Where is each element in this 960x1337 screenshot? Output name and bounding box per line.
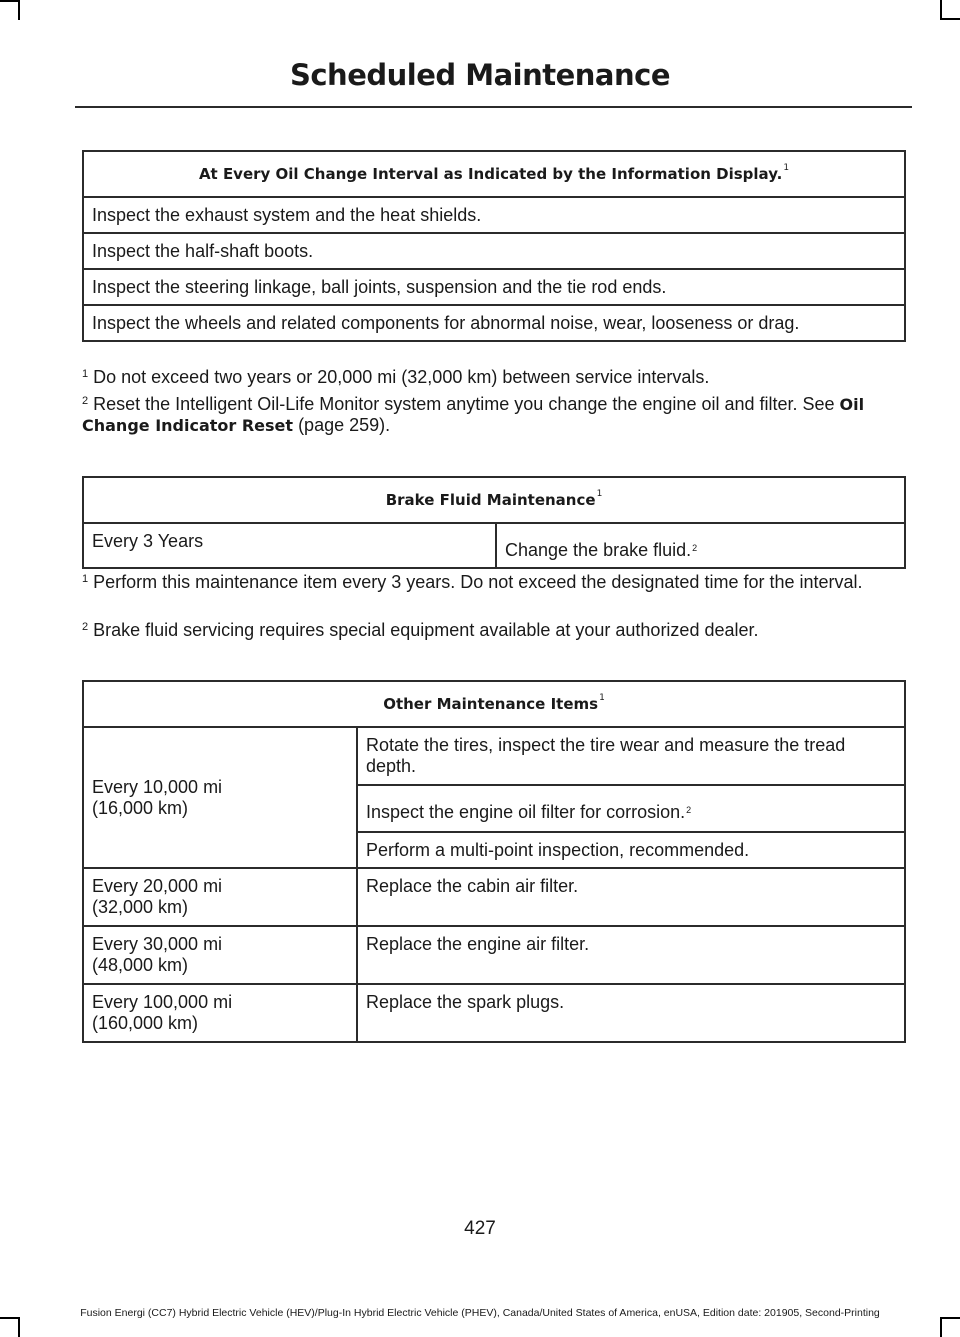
other-maintenance-table <box>82 680 906 1043</box>
action-cell: Perform a multi-point inspection, recommended. <box>357 832 905 868</box>
brake-fluid-table <box>82 476 906 569</box>
crop-mark <box>18 0 20 20</box>
title-divider <box>75 106 912 108</box>
page-title: Scheduled Maintenance <box>289 58 671 92</box>
action-cell: Replace the engine air filter. <box>357 926 905 984</box>
interval-cell: Every 30,000 mi (48,000 km) <box>83 926 357 984</box>
footnote-2: $^2$ Brake fluid servicing requires special equipment available at your authorized dealer. <box>82 620 759 640</box>
table-row: Inspect the steering linkage, ball joints, suspension and the tie rod ends. <box>83 269 905 305</box>
table-row: Inspect the exhaust system and the heat shields. <box>83 197 905 233</box>
cross-reference-link[interactable]: Oil Change Indicator Reset <box>82 395 865 435</box>
crop-mark <box>0 0 20 2</box>
table-header: At Every Oil Change Interval as Indicated by the Information Display.$^1$ <box>83 151 905 197</box>
table-header: Other Maintenance Items$^1$ <box>83 681 905 727</box>
crop-mark <box>940 18 960 20</box>
crop-mark <box>940 1317 942 1337</box>
page-footer: Fusion Energi (CC7) Hybrid Electric Vehicle (HEV)/Plug-In Hybrid Electric Vehicle (PHEV), Canada/United States of America, enUSA, Edition date: 201905, Second-Printing <box>80 1307 880 1319</box>
page-number: 427 <box>464 1218 496 1239</box>
interval-cell: Every 20,000 mi (32,000 km) <box>83 868 357 926</box>
interval-cell: Every 100,000 mi (160,000 km) <box>83 984 357 1042</box>
table-header: Brake Fluid Maintenance$^1$ <box>83 477 905 523</box>
table-row: Inspect the half-shaft boots. <box>83 233 905 269</box>
action-cell: Replace the cabin air filter. <box>357 868 905 926</box>
crop-mark <box>18 1317 20 1337</box>
action-cell: Replace the spark plugs. <box>357 984 905 1042</box>
action-cell: Inspect the engine oil filter for corrosion.$^2$ <box>357 785 905 832</box>
footnote-1: $^1$ Perform this maintenance item every 3 years. Do not exceed the designated time for the interval. <box>82 572 863 592</box>
oil-change-table <box>82 150 906 342</box>
interval-cell: Every 3 Years <box>83 523 496 568</box>
table-row: Inspect the wheels and related components for abnormal noise, wear, looseness or drag. <box>83 305 905 341</box>
action-cell: Rotate the tires, inspect the tire wear and measure the tread depth. <box>357 727 905 785</box>
crop-mark <box>940 0 942 20</box>
footnote-2: $^2$ Reset the Intelligent Oil-Life Monitor system anytime you change the engine oil and filter. See Oil Change Indicator Reset (page 259). <box>82 394 865 435</box>
footnote-1: $^1$ Do not exceed two years or 20,000 mi (32,000 km) between service intervals. <box>82 367 710 387</box>
interval-cell: Every 10,000 mi (16,000 km) <box>83 727 357 868</box>
action-cell: Change the brake fluid.$^2$ <box>496 523 905 568</box>
